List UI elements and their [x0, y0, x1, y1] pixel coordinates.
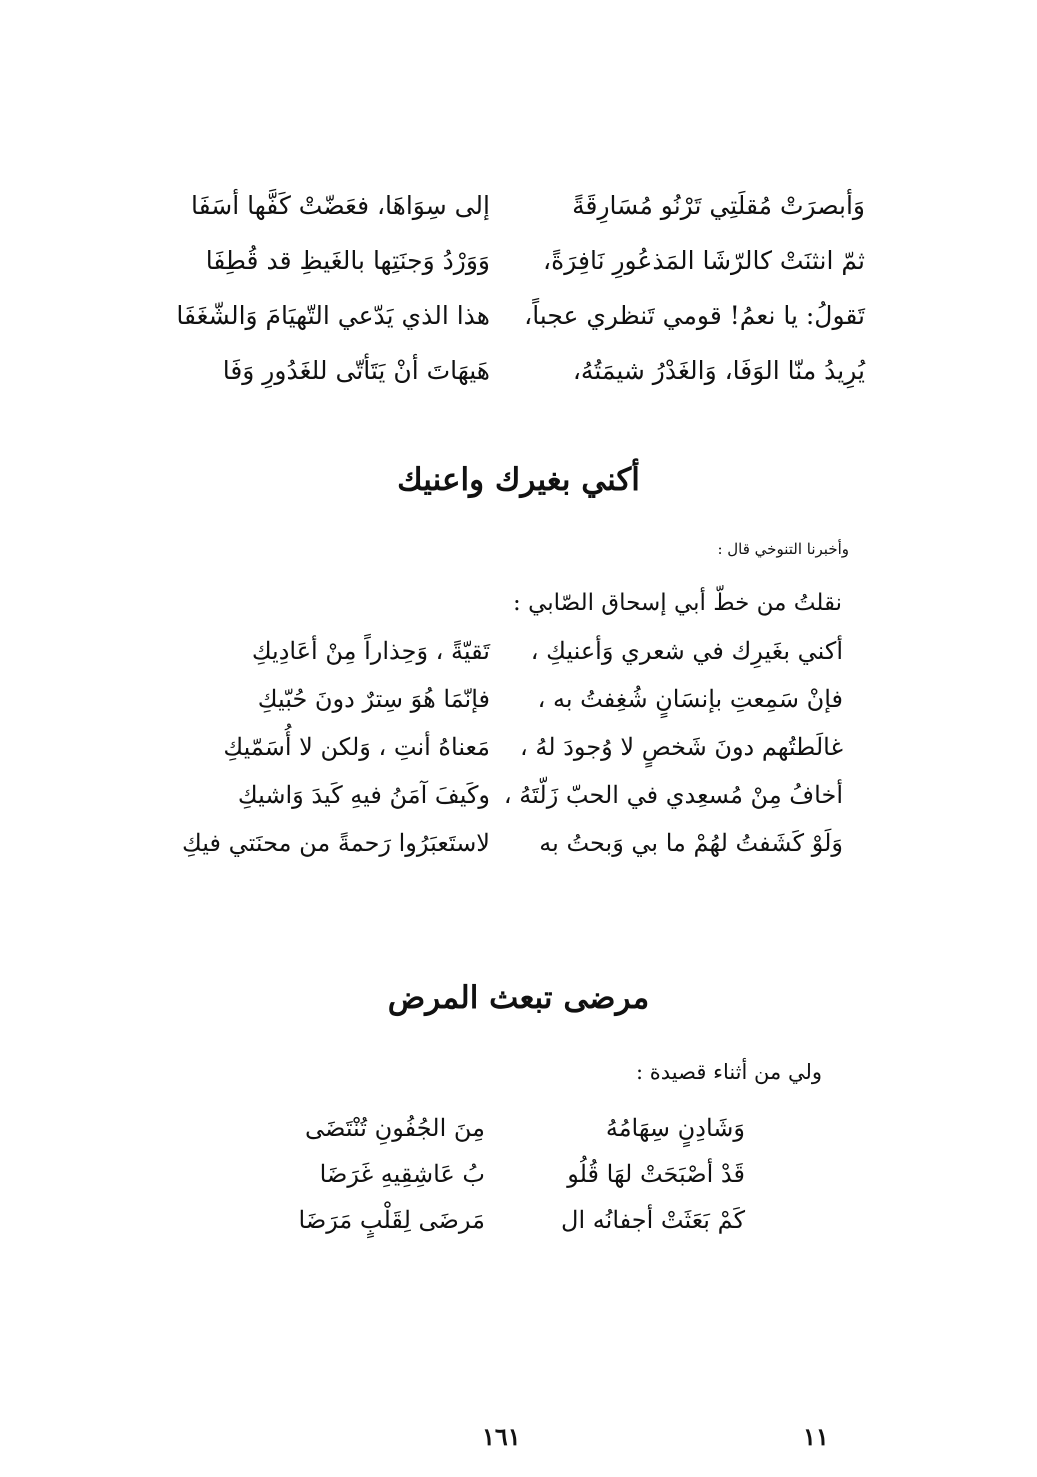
- poem-line: [175, 627, 843, 675]
- second-hemistich: هذا الذي يَدّعي التّهيَامَ وَالشّغَفَا: [176, 301, 490, 330]
- first-hemistich: قَدْ أصْبَحَتْ لهَا قُلُو: [567, 1160, 745, 1188]
- first-hemistich: وَشَادِنٍ سِهَامُهُ: [605, 1114, 745, 1142]
- poem-line: [270, 1197, 745, 1243]
- first-hemistich: أكني بغَيرِك في شعري وَأعنيكِ ،: [530, 637, 843, 665]
- second-hemistich: فإنّمَا هُوَ سِترٌ دونَ حُبّيكِ: [257, 685, 490, 713]
- second-hemistich: إلى سِوَاهَا، فعَضّتْ كَفَّها أسَفَا: [191, 191, 490, 220]
- second-hemistich: وَوَرْدُ وَجنَتِها بالغَيظِ قد قُطِفَا: [205, 246, 490, 275]
- first-hemistich: وَأبصرَتْ مُقلَتِي تَرْنُو مُسَارِقَةً: [572, 191, 865, 220]
- section-title: مرضى تبعث المرض: [387, 980, 650, 1016]
- poem-kinaya: [175, 627, 843, 867]
- poem-marad: [270, 1105, 745, 1243]
- first-hemistich: فإنْ سَمِعتِ بإنسَانٍ شُغِفتُ به ،: [537, 685, 843, 713]
- poem-opening: [160, 178, 865, 398]
- first-hemistich: وَلَوْ كَشَفتُ لهُمْ ما بي وَبحتُ به: [539, 829, 843, 857]
- second-hemistich: وكَيفَ آمَنُ فيهِ كَيدَ وَاشيكِ: [237, 781, 490, 809]
- poem-line: [175, 819, 843, 867]
- second-hemistich: هَيهَاتَ أنْ يَتَأتّى للغَدُورِ وَفَا: [222, 356, 490, 385]
- first-hemistich: غالَطتُهم دونَ شَخصٍ لا وُجودَ لهُ ،: [520, 733, 843, 761]
- second-hemistich: بُ عَاشِقِيهِ غَرَضَا: [319, 1160, 485, 1188]
- narration-small: وأخبرنا التنوخي قال :: [717, 540, 849, 558]
- page-number: ١٦١: [482, 1422, 521, 1451]
- poem-line: [175, 771, 843, 819]
- poem-line: [160, 178, 865, 233]
- narration: نقلتُ من خطّ أبي إسحاق الصّابي :: [513, 590, 842, 616]
- second-hemistich: مَرضَى لِقَلْبٍ مَرَضَا: [298, 1206, 485, 1234]
- second-hemistich: لاستَعبَرُوا رَحمةً من محنَتي فيكِ: [182, 829, 490, 857]
- second-hemistich: مِنَ الجُفُونِ تُنْتَضَى: [305, 1114, 485, 1142]
- poem-line: [175, 675, 843, 723]
- section-title: أكني بغيرك واعنيك: [397, 462, 640, 498]
- poem-line: [160, 343, 865, 398]
- second-hemistich: مَعناهُ أنتِ ، وَلكن لا أُسَمّيكِ: [223, 733, 490, 761]
- poem-line: [270, 1105, 745, 1151]
- narration: ولي من أثناء قصيدة :: [636, 1060, 822, 1084]
- first-hemistich: تَقولُ: يا نعمُ! قومي تَنظري عجباً،: [524, 301, 865, 330]
- first-hemistich: يُرِيدُ منّا الوَفَا، وَالغَدْرُ شيمَتُهُ،: [572, 356, 865, 385]
- first-hemistich: أخافُ مِنْ مُسعِدي في الحبّ زَلّتَهُ ،: [503, 781, 843, 809]
- poem-line: [160, 233, 865, 288]
- poem-line: [270, 1151, 745, 1197]
- first-hemistich: كَمْ بَعَثَتْ أجفانُه ال: [561, 1206, 745, 1234]
- poem-line: [175, 723, 843, 771]
- signature-number: ١١: [803, 1422, 829, 1451]
- first-hemistich: ثمّ انثنَتْ كالرّشَا المَذعُورِ نَافِرَةً،: [543, 246, 865, 275]
- second-hemistich: تَقيّةً ، وَحِذاراً مِنْ أعَادِيكِ: [251, 637, 490, 665]
- poem-line: [160, 288, 865, 343]
